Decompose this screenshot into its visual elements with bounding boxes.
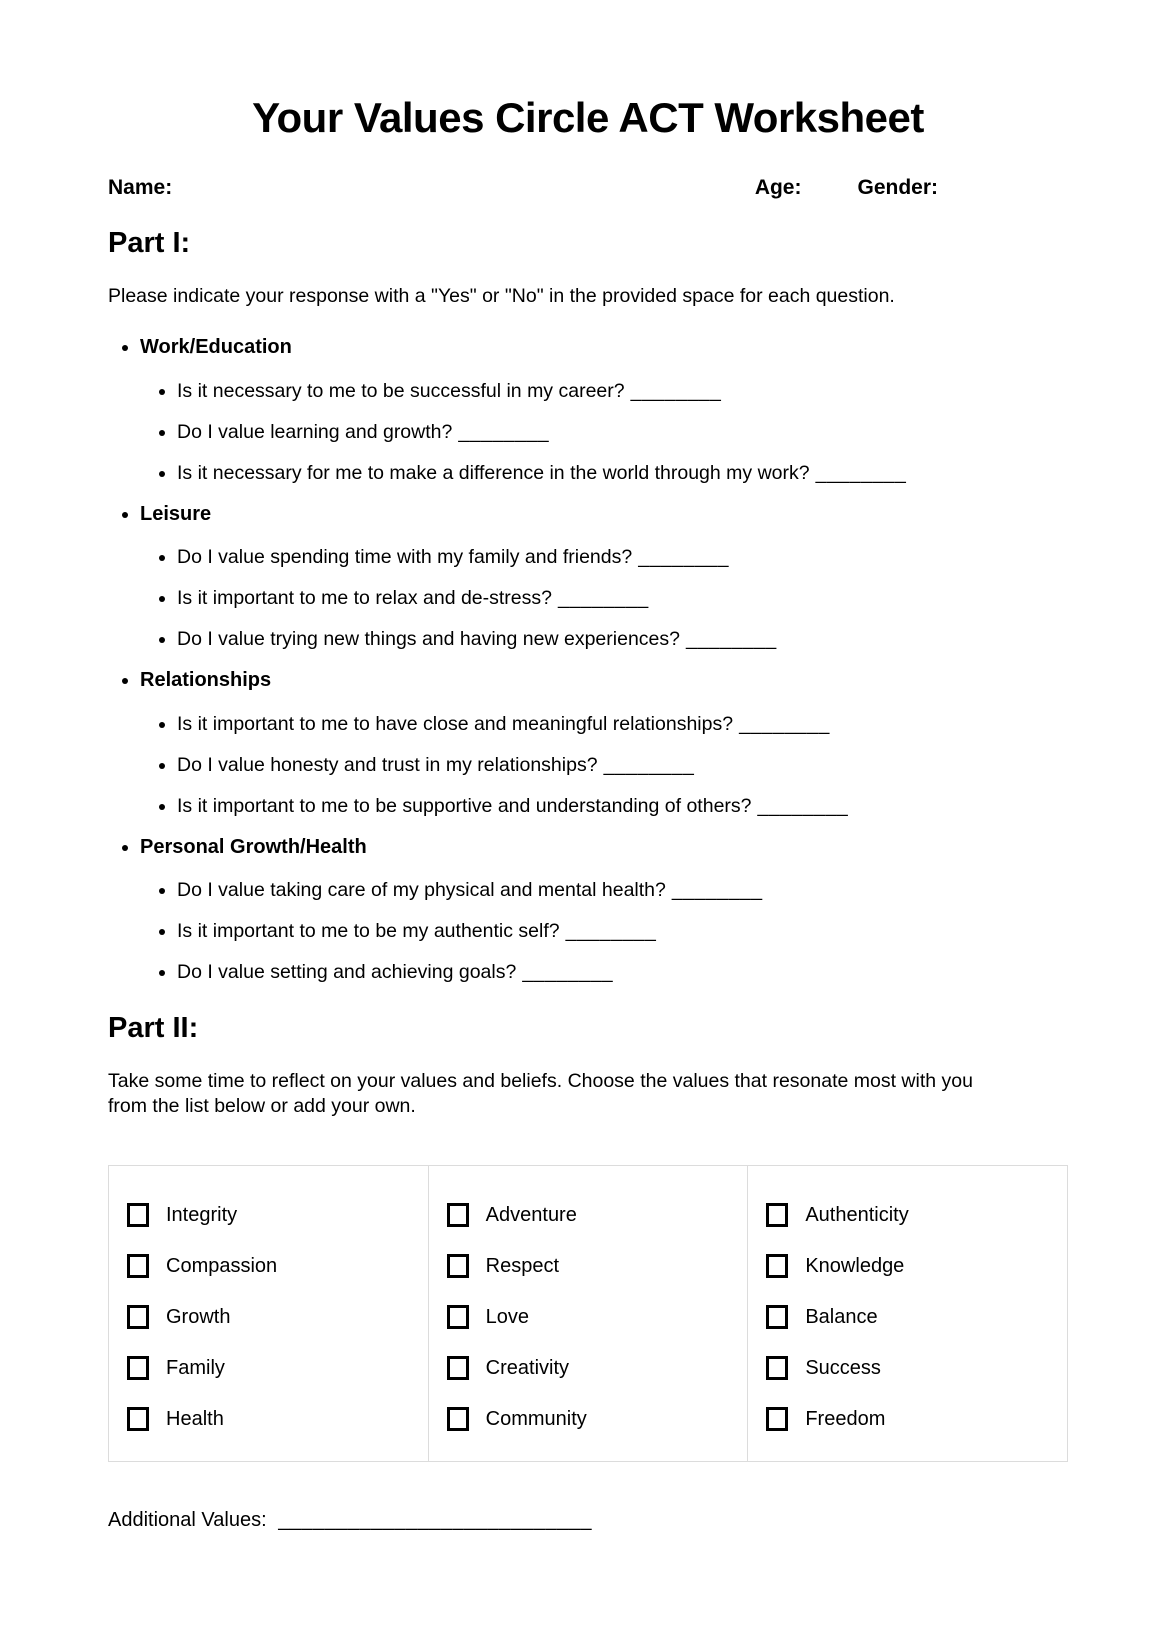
question-item (177, 462, 1068, 485)
answer-blank[interactable]: ________ (603, 753, 695, 776)
question-text: Is it necessary for me to make a difference in the world through my work? (177, 461, 810, 484)
part1-category-list (108, 336, 1068, 984)
category-personal-growth-health (140, 836, 1068, 985)
value-row (127, 1305, 418, 1329)
value-checkbox[interactable] (766, 1305, 788, 1329)
question-text: Do I value honesty and trust in my relationships? (177, 753, 598, 776)
question-text: Is it important to me to be my authentic self? (177, 920, 560, 943)
answer-blank[interactable]: ________ (739, 712, 830, 735)
question-text: Is it necessary to me to be successful in my career? (177, 379, 625, 402)
answer-blank[interactable]: ________ (757, 794, 849, 817)
value-label: Growth (166, 1306, 231, 1329)
value-row (766, 1203, 1057, 1227)
question-text: Is it important to me to have close and meaningful relationships? (177, 712, 734, 735)
additional-values-label: Additional Values: (108, 1509, 267, 1532)
category-label: Leisure (140, 502, 212, 525)
category-label: Work/Education (140, 336, 292, 359)
question-item (177, 421, 1068, 444)
question-item (177, 920, 1068, 943)
answer-blank[interactable]: ________ (671, 879, 763, 902)
value-label: Respect (485, 1255, 560, 1278)
question-text: Do I value learning and growth? (177, 420, 453, 443)
value-row (447, 1407, 738, 1431)
part1-heading: Part I: (108, 227, 191, 260)
question-item (177, 879, 1068, 902)
value-row (447, 1203, 738, 1227)
value-checkbox[interactable] (127, 1356, 149, 1380)
question-text: Do I value taking care of my physical and mental health? (177, 879, 666, 902)
value-row (127, 1203, 418, 1227)
question-item (177, 795, 1068, 818)
category-leisure (140, 503, 1068, 652)
question-list (140, 879, 1068, 984)
answer-blank[interactable]: ________ (638, 546, 729, 569)
value-label: Authenticity (805, 1204, 909, 1227)
value-checkbox[interactable] (447, 1254, 469, 1278)
value-row (447, 1305, 738, 1329)
part1-instructions: Please indicate your response with a "Yes" or "No" in the provided space for each question. (108, 285, 895, 308)
question-list (140, 380, 1068, 485)
question-list (140, 546, 1068, 651)
part2-instructions: Take some time to reflect on your values and beliefs. Choose the values that resonate most with you from the list below or add your own. (108, 1070, 973, 1118)
value-checkbox[interactable] (127, 1407, 149, 1431)
answer-blank[interactable]: ________ (565, 920, 657, 943)
value-row (447, 1356, 738, 1380)
value-checkbox[interactable] (447, 1356, 469, 1380)
age-label: Age: (754, 176, 802, 199)
value-checkbox[interactable] (127, 1254, 149, 1278)
question-list (140, 713, 1068, 818)
answer-blank[interactable]: ________ (522, 961, 614, 984)
value-checkbox[interactable] (766, 1407, 788, 1431)
value-label: Success (805, 1357, 881, 1380)
category-label: Relationships (140, 669, 272, 692)
value-label: Community (485, 1408, 587, 1431)
gender-label: Gender: (857, 176, 938, 199)
value-checkbox[interactable] (766, 1254, 788, 1278)
value-row (447, 1254, 738, 1278)
category-relationships (140, 669, 1068, 818)
values-table (108, 1165, 1068, 1462)
part2-heading: Part II: (108, 1012, 199, 1045)
value-row (766, 1254, 1057, 1278)
value-checkbox[interactable] (447, 1305, 469, 1329)
additional-values (108, 1509, 1068, 1532)
value-checkbox[interactable] (766, 1203, 788, 1227)
answer-blank[interactable]: ________ (458, 420, 550, 443)
answer-blank[interactable]: ________ (558, 587, 649, 610)
category-label: Personal Growth/Health (140, 835, 367, 858)
question-item (177, 587, 1068, 610)
value-row (127, 1356, 418, 1380)
page-title: Your Values Circle ACT Worksheet (252, 94, 924, 141)
value-row (766, 1356, 1057, 1380)
question-text: Do I value trying new things and having new experiences? (177, 628, 680, 651)
question-item (177, 546, 1068, 569)
value-checkbox[interactable] (447, 1407, 469, 1431)
value-row (766, 1305, 1057, 1329)
answer-blank[interactable]: ________ (630, 379, 722, 402)
values-column-3 (747, 1166, 1067, 1461)
value-label: Creativity (485, 1357, 570, 1380)
value-label: Compassion (166, 1255, 278, 1278)
question-text: Do I value setting and achieving goals? (177, 961, 517, 984)
value-row (766, 1407, 1057, 1431)
question-item (177, 628, 1068, 651)
header-fields (108, 176, 1068, 199)
value-label: Health (166, 1408, 224, 1431)
question-text: Do I value spending time with my family and friends? (177, 546, 633, 569)
name-label: Name: (108, 176, 173, 199)
value-checkbox[interactable] (127, 1305, 149, 1329)
additional-values-blank[interactable]: ___________________________ (278, 1509, 593, 1532)
value-checkbox[interactable] (127, 1203, 149, 1227)
question-item (177, 713, 1068, 736)
answer-blank[interactable]: ________ (815, 461, 907, 484)
value-label: Family (166, 1357, 225, 1380)
question-item (177, 961, 1068, 984)
value-label: Freedom (805, 1408, 886, 1431)
value-label: Love (485, 1306, 530, 1329)
question-item (177, 380, 1068, 403)
value-label: Adventure (485, 1204, 577, 1227)
value-checkbox[interactable] (766, 1356, 788, 1380)
category-work-education (140, 336, 1068, 485)
values-column-2 (428, 1166, 748, 1461)
value-label: Balance (805, 1306, 878, 1329)
question-item (177, 754, 1068, 777)
value-row (127, 1407, 418, 1431)
answer-blank[interactable]: ________ (685, 628, 777, 651)
value-label: Knowledge (805, 1255, 905, 1278)
value-checkbox[interactable] (447, 1203, 469, 1227)
value-label: Integrity (166, 1204, 238, 1227)
question-text: Is it important to me to relax and de-stress? (177, 587, 552, 610)
question-text: Is it important to me to be supportive and understanding of others? (177, 794, 752, 817)
value-row (127, 1254, 418, 1278)
values-column-1 (109, 1166, 428, 1461)
